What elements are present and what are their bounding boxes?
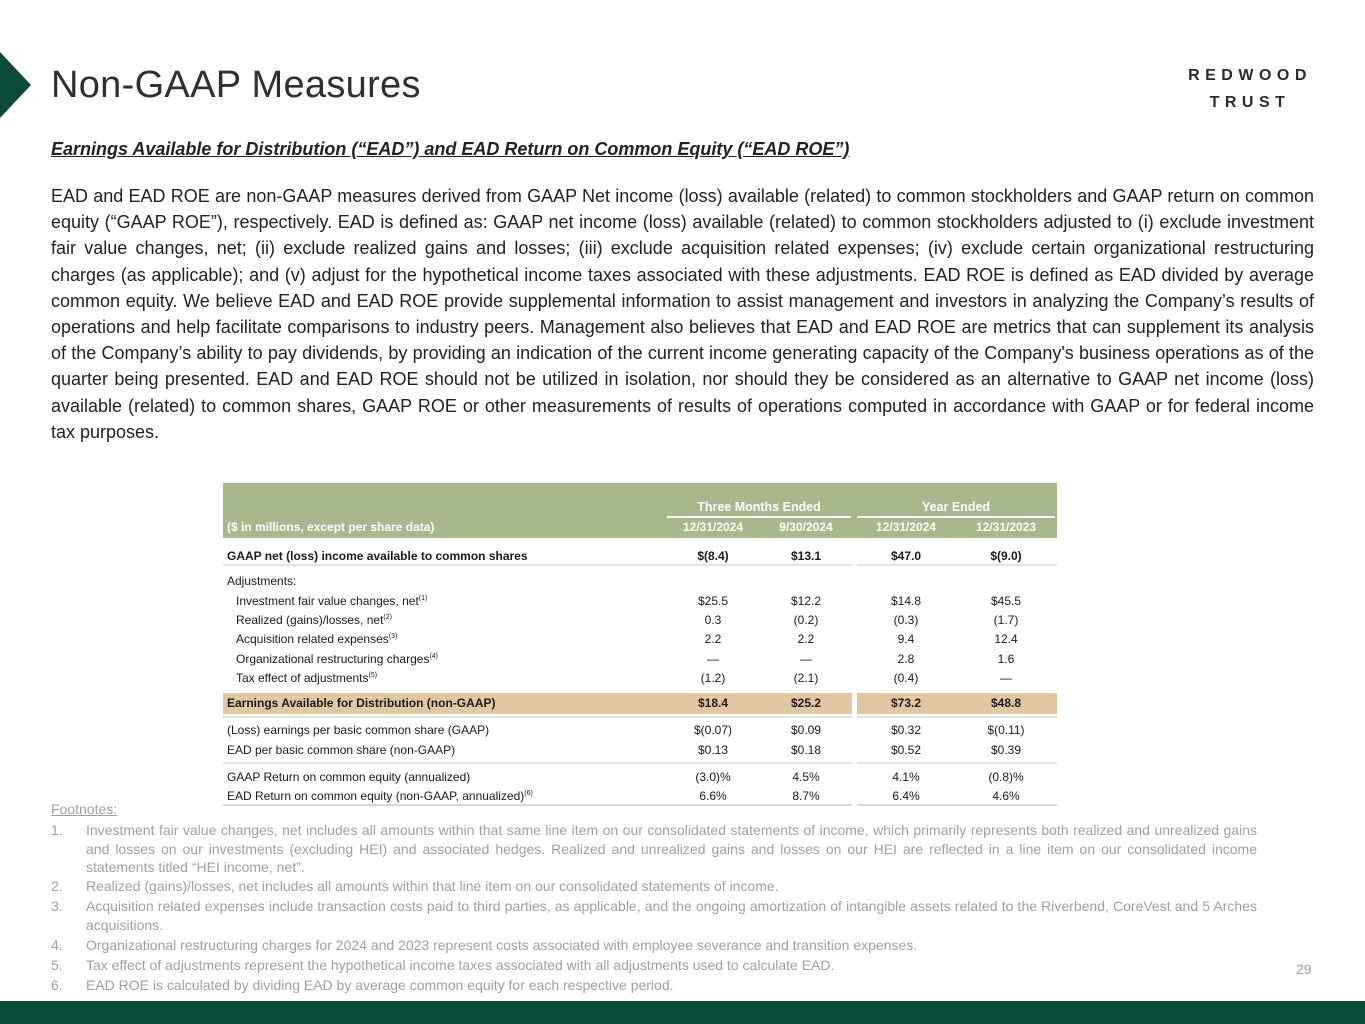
table-cell: $12.2 bbox=[790, 594, 822, 608]
table-cell: $(0.11) bbox=[987, 723, 1025, 737]
table-cell: $25.5 bbox=[697, 594, 729, 608]
table-cell: (0.3) bbox=[893, 613, 919, 627]
table-cell: $(9.0) bbox=[990, 549, 1022, 563]
footnotes-heading: Footnotes: bbox=[51, 801, 118, 817]
footer-bar bbox=[0, 1001, 1365, 1024]
table-cell: — bbox=[707, 652, 719, 666]
column-header: 12/31/2023 bbox=[975, 520, 1037, 534]
table-cell: $0.18 bbox=[790, 743, 822, 757]
table-cell: $0.09 bbox=[790, 723, 822, 737]
table-cell: $0.39 bbox=[990, 743, 1022, 757]
group-header-year: Year Ended bbox=[921, 500, 991, 514]
table-cell: — bbox=[1000, 671, 1012, 685]
group-header-three-months: Three Months Ended bbox=[697, 500, 821, 514]
roe-label: GAAP Return on common equity (annualized) bbox=[227, 770, 471, 784]
table-cell: 2.2 bbox=[797, 632, 815, 646]
table-cell: $13.1 bbox=[790, 549, 822, 563]
adjustment-label: Organizational restructuring charges bbox=[236, 652, 430, 666]
adjustment-label: Realized (gains)/losses, net bbox=[236, 613, 384, 627]
footnote-item: 3. Acquisition related expenses include transaction costs paid to third parties, as applicable, and the ongoing amortization of intangible assets related to the Riverbend, CoreVest and 5 Arches acquisitions. bbox=[51, 898, 1257, 933]
table-cell: $0.52 bbox=[890, 743, 922, 757]
table-cell: (0.2) bbox=[793, 613, 819, 627]
table-cell: $14.8 bbox=[890, 594, 922, 608]
ead-row-label: Earnings Available for Distribution (non-GAAP) bbox=[227, 696, 496, 710]
eps-label: (Loss) earnings per basic common share (GAAP) bbox=[227, 723, 490, 737]
eps-label: EAD per basic common share (non-GAAP) bbox=[227, 743, 456, 757]
roe-label: EAD Return on common equity (non-GAAP, annualized) bbox=[227, 789, 525, 803]
slide-arrow-marker bbox=[0, 52, 31, 118]
table-cell: 4.5% bbox=[792, 770, 820, 784]
column-header: 12/31/2024 bbox=[682, 520, 744, 534]
footnote-ref: (6) bbox=[524, 790, 533, 797]
logo-line-2: TRUST bbox=[1209, 94, 1291, 111]
table-cell: 2.8 bbox=[897, 652, 915, 666]
footnote-item: 5. Tax effect of adjustments represent the hypothetical income taxes associated with all adjustments used to calculate EAD. bbox=[51, 957, 835, 973]
footnote-ref: (5) bbox=[368, 672, 378, 679]
table-cell: (0.4) bbox=[893, 671, 919, 685]
footnote-item: 2. Realized (gains)/losses, net includes all amounts within that line item on our consolidated statements of income. bbox=[51, 878, 779, 894]
table-cell: 9.4 bbox=[897, 632, 915, 646]
table-cell: 4.1% bbox=[892, 770, 920, 784]
page-title: Non-GAAP Measures bbox=[51, 64, 421, 106]
table-cell: $73.2 bbox=[890, 696, 922, 710]
adjustment-label: Investment fair value changes, net bbox=[236, 594, 419, 608]
section-heading: Earnings Available for Distribution (“EAD”) and EAD Return on Common Equity (“EAD ROE”) bbox=[51, 139, 850, 159]
table-cell: 4.6% bbox=[992, 789, 1020, 803]
section-paragraph: EAD and EAD ROE are non-GAAP measures derived from GAAP Net income (loss) available (related) to common stockholders and GAAP return on common equity (“GAAP ROE”), respectively. EAD is defined as: GAAP net income (loss) available (related) to common stockholders adjusted to (i) exclude investment fair value changes, net; (ii) exclude realized gains and losses; (iii) exclude acquisition related expenses; (iv) exclude certain organizational restructuring charges (as applicable); and (v) adjust for the hypothetical income taxes associated with these adjustments. EAD ROE is defined as EAD divided by average common equity. We believe EAD and EAD ROE provide supplemental information to assist management and investors in analyzing the Company’s results of operations and help facilitate comparisons to industry peers. Management also believes that EAD and EAD ROE are metrics that can supplement its analysis of the Company’s ability to pay dividends, by providing an indication of the current income generating capacity of the Company's business operations as of the quarter being presented. EAD and EAD ROE should not be utilized in isolation, nor should they be considered as an alternative to GAAP net income (loss) available (related) to common shares, GAAP ROE or other measurements of results of operations computed in accordance with GAAP or for federal income tax purposes. bbox=[51, 186, 1314, 442]
table-cell: (0.8)% bbox=[988, 770, 1024, 784]
table-cell: (3.0)% bbox=[695, 770, 731, 784]
adjustments-label: Adjustments: bbox=[227, 574, 297, 588]
table-cell: — bbox=[800, 652, 812, 666]
table-cell: $0.13 bbox=[697, 743, 729, 757]
table-cell: $48.8 bbox=[990, 696, 1022, 710]
table-cell: 2.2 bbox=[704, 632, 722, 646]
gaap-row-label: GAAP net (loss) income available to common shares bbox=[227, 549, 528, 563]
table-cell: 6.6% bbox=[699, 789, 727, 803]
footnote-ref: (4) bbox=[429, 653, 438, 660]
ead-reconciliation-table bbox=[223, 483, 1057, 806]
table-cell: (1.7) bbox=[993, 613, 1019, 627]
table-header bbox=[223, 483, 1057, 538]
adjustment-label: Tax effect of adjustments bbox=[236, 671, 369, 685]
table-cell: $18.4 bbox=[697, 696, 729, 710]
table-cell: (1.2) bbox=[700, 671, 726, 685]
table-cell: 12.4 bbox=[994, 632, 1018, 646]
table-cell: 0.3 bbox=[704, 613, 722, 627]
table-cell: $(0.07) bbox=[693, 723, 733, 737]
table-cell: $25.2 bbox=[790, 696, 822, 710]
table-cell: 8.7% bbox=[792, 789, 820, 803]
table-cell: $0.32 bbox=[890, 723, 922, 737]
table-cell: $(8.4) bbox=[697, 549, 729, 563]
footnote-ref: (2) bbox=[383, 614, 392, 621]
footnote-ref: (1) bbox=[418, 595, 428, 602]
column-header: 12/31/2024 bbox=[875, 520, 937, 534]
page-number: 29 bbox=[1296, 961, 1312, 977]
table-cell: $45.5 bbox=[990, 594, 1022, 608]
adjustment-label: Acquisition related expenses bbox=[236, 632, 389, 646]
table-cell: 6.4% bbox=[892, 789, 920, 803]
footnote-item: 6. EAD ROE is calculated by dividing EAD by average common equity for each respective period. bbox=[51, 977, 674, 993]
footnote-item: 1. Investment fair value changes, net includes all amounts within that same line item on our consolidated statements of income, which primarily represents both realized and unrealized gains and losses on our investments (excluding HEI) and associated hedges. Realized and unrealized gains and losses on our HEI are reflected in a line item on our consolidated income statements titled “HEI income, net”. bbox=[51, 822, 1257, 875]
redwood-trust-logo bbox=[1165, 62, 1335, 116]
table-cell: $47.0 bbox=[890, 549, 922, 563]
footnote-item: 4. Organizational restructuring charges for 2024 and 2023 represent costs associated with employee severance and transition expenses. bbox=[51, 937, 918, 953]
units-label: ($ in millions, except per share data) bbox=[227, 520, 435, 534]
column-header: 9/30/2024 bbox=[779, 520, 833, 534]
footnote-ref: (3) bbox=[388, 633, 398, 640]
table-cell: (2.1) bbox=[793, 671, 819, 685]
logo-line-1: REDWOOD bbox=[1188, 67, 1312, 84]
table-cell: 1.6 bbox=[997, 652, 1015, 666]
